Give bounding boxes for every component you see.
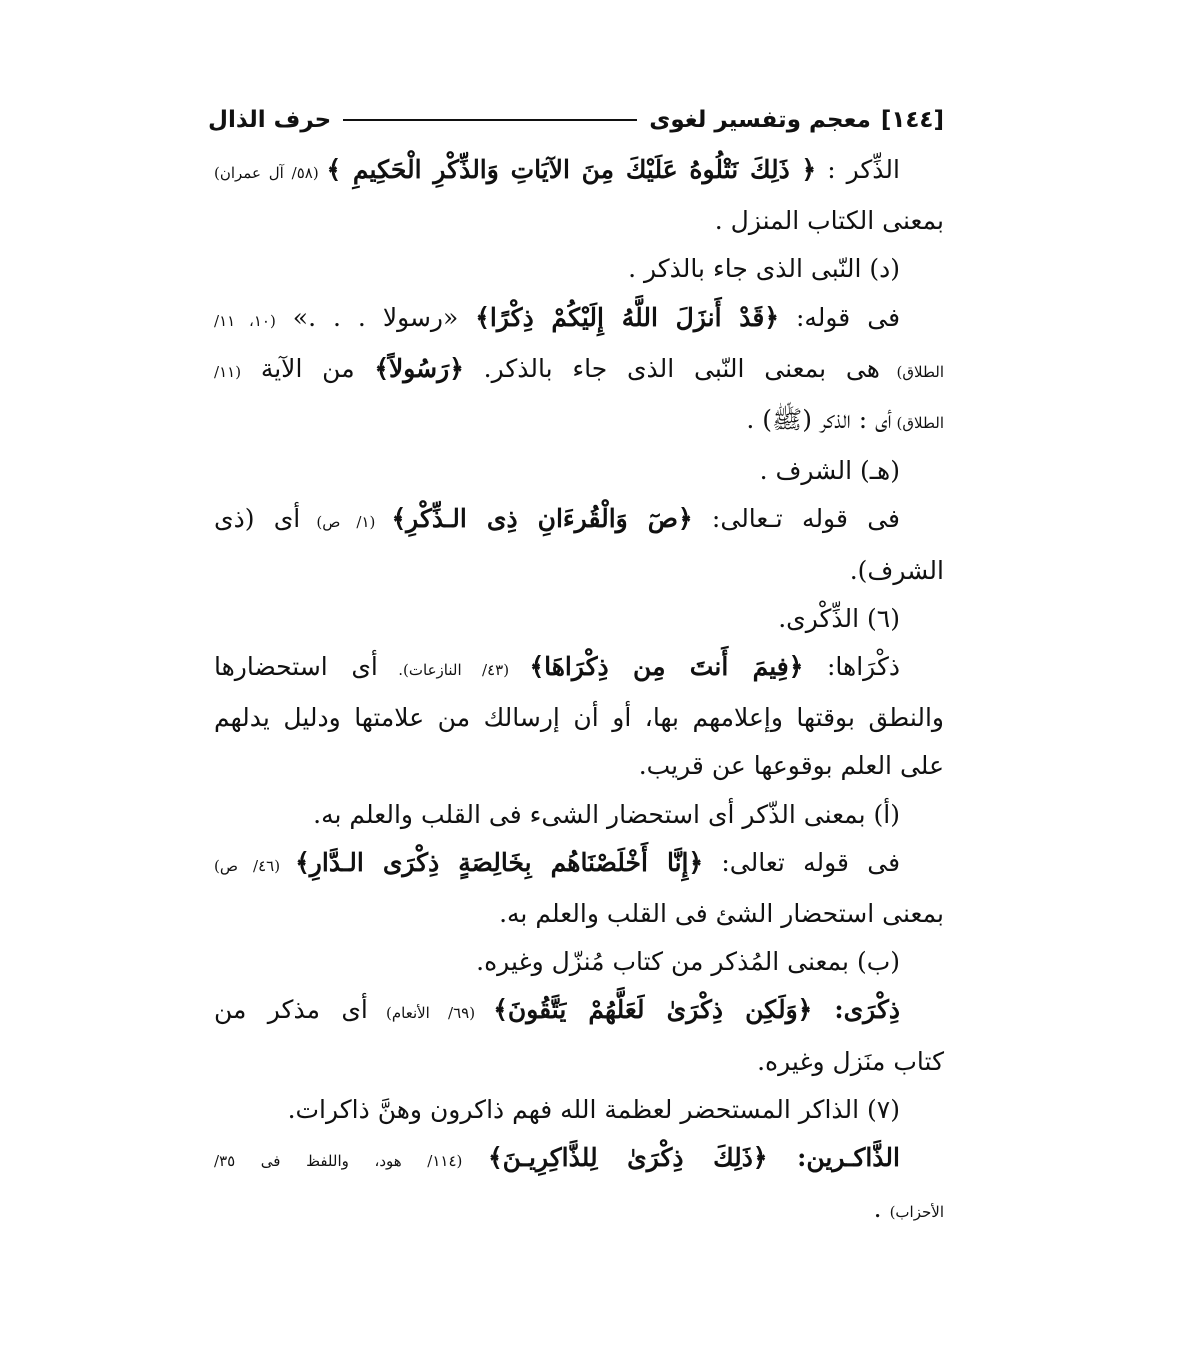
text-line [214, 245, 944, 293]
text-line [214, 938, 944, 986]
body-text: أى مذكر من [214, 995, 368, 1025]
verse-reference: (٥٨/ آل عمران) [214, 164, 327, 182]
quran-verse: ﴿إِنَّا أَخْلَصْنَاهُم بِخَالِصَةٍ ذِكْرَى الـدَّارِ﴾ [295, 847, 704, 877]
body-text: أى استحضارها [214, 652, 378, 682]
quran-verse: ﴿رَسُولاً﴾ [374, 353, 464, 383]
verse-reference: (١/ ص) [300, 513, 392, 532]
text-line [214, 595, 944, 643]
body-text: فى قوله تعالى: [703, 847, 901, 877]
body-text: الذِّكر : [816, 155, 900, 184]
body-text: ذكْرَاها: [803, 652, 900, 682]
quran-verse: الذَّاكـرين: ﴿ذَلِكَ ذِكْرَىٰ لِلذَّاكِرِيـنَ﴾ [487, 1143, 900, 1173]
quran-verse: ذِكْرَى: ﴿وَلَكِن ذِكْرَىٰ لَعَلَّهُمْ يَتَّقُونَ﴾ [493, 995, 901, 1025]
body-text: بمعنى استحضار الشئ فى القلب والعلم به. [499, 899, 944, 929]
page-number: [١٤٤] [880, 107, 944, 133]
text-line [214, 986, 944, 1037]
body-text: (ب) بمعنى المُذكر من كتاب مُنزّل وغيره. [476, 947, 900, 977]
quran-verse: ﴿فِيمَ أَنتَ مِن ذِكْرَاهَا﴾ [529, 652, 804, 682]
quran-verse: ﴿قَدْ أَنزَلَ اللَّهُ إِلَيْكُمْ ذِكْرًا﴾ [475, 302, 779, 332]
page-header [208, 100, 944, 140]
body-text: من الآية [241, 353, 375, 383]
body-text: على العلم بوقوعها عن قريب. [638, 751, 944, 781]
text-line [214, 839, 944, 890]
body-text: أى (ذى [214, 504, 301, 534]
text-line [214, 197, 944, 245]
body-text: بمعنى الكتاب المنزل . [714, 206, 944, 236]
body-text: (٦) الذِّكْرى. [778, 603, 900, 633]
text-line [214, 1086, 944, 1134]
text-line [214, 890, 944, 938]
quran-verse: ﴿ ذَلِكَ نَتْلُوهُ عَلَيْكَ مِنَ الآيَاتِ وَالذِّكْرِ الْحَكِيمِ ﴾ [326, 155, 817, 184]
verse-reference: (١١/ [214, 362, 242, 381]
body-text: (٧) الذاكر المستحضر لعظمة الله فهم ذاكرون وهنَّ ذاكرات. [287, 1094, 900, 1124]
text-line [214, 643, 944, 694]
verse-reference: الطلاق) [891, 414, 944, 433]
verse-reference: (٤٦/ ص) [214, 856, 296, 875]
body-text: . [873, 1194, 890, 1224]
verse-reference: (١٠، ١١/ [214, 311, 276, 330]
body-text: (د) النّبى الذى جاء بالذكر . [628, 254, 900, 284]
text-line [214, 294, 944, 345]
body-text: «رسولا . . .» [275, 302, 476, 332]
text-line [214, 146, 944, 197]
header-rule [343, 119, 637, 121]
text-line [214, 791, 944, 839]
body-text: الشرف). [849, 555, 944, 585]
text-line [214, 742, 944, 790]
verse-reference: (٤٣/ النازعات). [377, 661, 530, 680]
text-line [214, 447, 944, 495]
text-line [214, 495, 944, 546]
quran-verse: ﴿صٓ وَالْقُرءَانِ ذِى الـذِّكْرِ﴾ [391, 504, 693, 534]
body-text: والنطق بوقتها وإعلامهم بها، أو أن إرسالك من علامتها ودليل يدلهم [214, 703, 944, 733]
text-line [214, 547, 944, 595]
body-text: فى قوله: [778, 302, 901, 332]
body-text: كتاب منَزل وغيره. [757, 1046, 944, 1076]
text-line [214, 1134, 944, 1185]
body-text: هى بمعنى النّبى الذى جاء بالذكر. [463, 353, 880, 383]
body-text: (هـ) الشرف . [759, 456, 900, 486]
text-line [214, 396, 944, 447]
body-text: (أ) بمعنى الذّكر أى استحضار الشىء فى القلب والعلم به. [313, 799, 900, 829]
text-line [214, 694, 944, 742]
verse-reference: الطلاق) [879, 362, 944, 381]
verse-reference: (٦٩/ الأنعام) [367, 1004, 494, 1023]
book-title: معجم وتفسير لغوى [649, 107, 871, 133]
section-title: حرف الذال [208, 107, 332, 133]
text-line [214, 1038, 944, 1086]
body-text: فى قوله تـعالى: [692, 504, 900, 534]
text-line [214, 1185, 944, 1236]
page-body [214, 146, 944, 1236]
text-line [214, 345, 944, 396]
body-text: أى : الذكر (ﷺ) . [746, 405, 892, 435]
verse-reference: (١١٤/ هود، واللفظ فى ٣٥/ [214, 1152, 488, 1171]
verse-reference: الأحزاب) [889, 1203, 944, 1222]
